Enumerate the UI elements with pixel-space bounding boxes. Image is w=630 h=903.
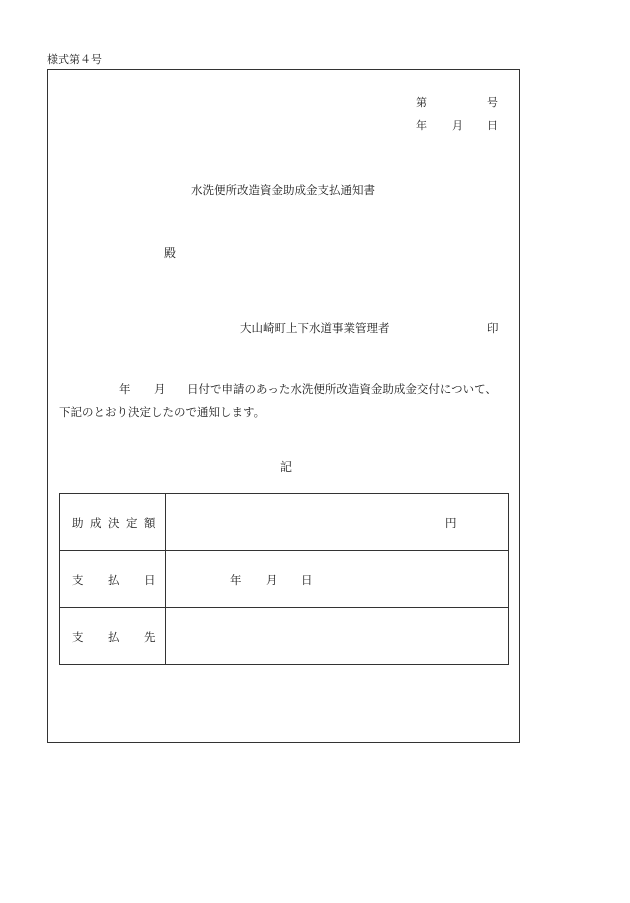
body-year: 年 <box>119 382 131 396</box>
label-char: 払 <box>108 573 120 587</box>
date-month: 月 <box>452 119 463 132</box>
date-day: 日 <box>487 119 498 132</box>
form-number: 様式第４号 <box>47 53 102 66</box>
table-row-payee <box>60 608 509 665</box>
label-char: 成 <box>90 516 102 530</box>
ki-heading: 記 <box>280 460 293 474</box>
payment-month: 月 <box>266 573 278 587</box>
label-char: 額 <box>144 516 156 530</box>
table-row-payment-date <box>60 551 509 608</box>
value-amount <box>166 494 509 551</box>
payment-year: 年 <box>230 573 242 587</box>
issuer-name: 大山崎町上下水道事業管理者 <box>240 321 390 335</box>
body-line1: 日付で申請のあった水洗便所改造資金助成金交付について、 <box>187 382 497 396</box>
label-payment-date <box>60 551 166 608</box>
addressee-honorific: 殿 <box>164 246 177 260</box>
label-char: 払 <box>108 630 120 644</box>
payment-day: 日 <box>301 573 313 587</box>
label-char: 助 <box>72 516 84 530</box>
label-amount <box>60 494 166 551</box>
doc-number-suffix: 号 <box>487 96 498 109</box>
body-month: 月 <box>154 382 166 396</box>
value-payee <box>166 608 509 665</box>
label-char: 定 <box>126 516 138 530</box>
label-char: 支 <box>72 573 84 587</box>
value-payment-date <box>166 551 509 608</box>
label-char: 日 <box>144 573 156 587</box>
label-payee <box>60 608 166 665</box>
document-title: 水洗便所改造資金助成金支払通知書 <box>191 183 375 197</box>
amount-unit: 円 <box>445 516 457 530</box>
label-char: 決 <box>108 516 120 530</box>
seal-mark: 印 <box>487 321 499 335</box>
table-row-amount <box>60 494 509 551</box>
detail-table <box>59 493 509 665</box>
date-year: 年 <box>416 119 427 132</box>
body-line2: 下記のとおり決定したので通知します。 <box>59 405 266 419</box>
doc-number-prefix: 第 <box>416 96 427 109</box>
label-char: 支 <box>72 630 84 644</box>
label-char: 先 <box>144 630 156 644</box>
